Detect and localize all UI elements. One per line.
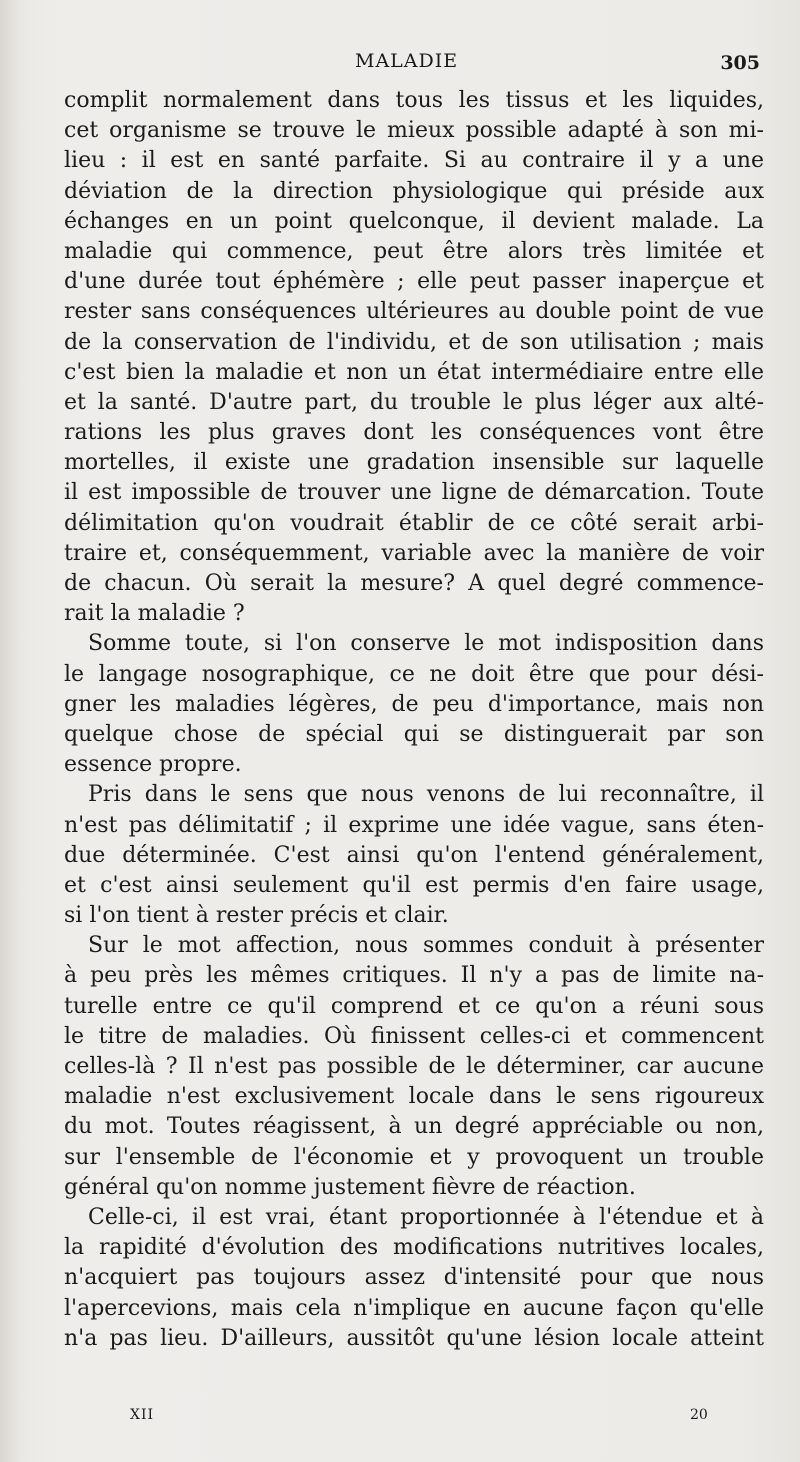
text-line: essence propre. <box>64 752 242 778</box>
text-line: de chacun. Où serait la mesure? A quel degré commence- <box>64 571 764 596</box>
text-line: et la santé. D'autre part, du trouble le plus léger aux alté- <box>64 389 764 415</box>
text-line: et c'est ainsi seulement qu'il est permis d'en faire usage, <box>64 872 764 898</box>
text-line: si l'on tient à rester précis et clair. <box>64 903 449 929</box>
text-line: n'a pas lieu. D'ailleurs, aussitôt qu'une lésion locale atteint <box>64 1325 764 1351</box>
text-line: sur l'ensemble de l'économie et y provoquent un trouble <box>64 1144 764 1170</box>
text-line: mortelles, il existe une gradation insensible sur laquelle <box>64 450 764 476</box>
footer <box>0 1407 800 1431</box>
text-line: du mot. Toutes réagissent, à un degré appréciable ou non, <box>64 1114 764 1140</box>
text-line: lieu : il est en santé parfaite. Si au contraire il y a une <box>64 148 764 174</box>
signature-number: 20 <box>690 1407 708 1423</box>
text-line: complit normalement dans tous les tissus et les liquides, <box>64 88 764 113</box>
text-line: rester sans conséquences ultérieures au double point de vue <box>64 299 764 325</box>
text-line: turelle entre ce qu'il comprend et ce qu'on a réuni sous <box>64 993 764 1019</box>
text-line: cet organisme se trouve le mieux possible adapté à son mi- <box>64 118 764 144</box>
text-line: le langage nosographique, ce ne doit être que pour dési- <box>64 661 764 687</box>
text-line: c'est bien la maladie et non un état intermédiaire entre elle <box>64 359 764 385</box>
text-line: n'acquiert pas toujours assez d'intensité pour que nous <box>64 1265 764 1291</box>
text-line: Somme toute, si l'on conserve le mot indisposition dans <box>88 631 764 657</box>
text-line: délimitation qu'on voudrait établir de ce côté serait arbi- <box>64 510 764 536</box>
page-number: 305 <box>720 52 760 74</box>
text-line: Pris dans le sens que nous venons de lui reconnaître, il <box>88 782 764 808</box>
text-line: de la conservation de l'individu, et de son utilisation ; mais <box>64 329 764 355</box>
text-line: quelque chose de spécial qui se distinguerait par son <box>64 721 764 747</box>
running-head-title: MALADIE <box>355 50 459 72</box>
body-text <box>64 86 764 1354</box>
text-line: maladie n'est exclusivement locale dans le sens rigoureux <box>64 1084 764 1110</box>
text-line: déviation de la direction physiologique qui préside aux <box>64 178 764 204</box>
text-line: due déterminée. C'est ainsi qu'on l'entend généralement, <box>64 842 764 868</box>
text-line: Sur le mot affection, nous sommes conduit à présenter <box>88 933 764 959</box>
text-line: Celle-ci, il est vrai, étant proportionnée à l'étendue et à <box>88 1204 764 1230</box>
text-line: il est impossible de trouver une ligne de démarcation. Toute <box>64 480 764 506</box>
text-line: celles-là ? Il n'est pas possible de le déterminer, car aucune <box>64 1054 764 1079</box>
running-head <box>0 50 800 80</box>
text-line: maladie qui commence, peut être alors très limitée et <box>64 238 764 264</box>
signature-mark: XII <box>130 1407 155 1423</box>
text-line: échanges en un point quelconque, il devient malade. La <box>64 208 764 234</box>
text-line: général qu'on nomme justement fièvre de réaction. <box>64 1174 636 1200</box>
text-line: rait la maladie ? <box>64 601 245 627</box>
text-line: à peu près les mêmes critiques. Il n'y a pas de limite na- <box>64 963 764 989</box>
text-line: d'une durée tout éphémère ; elle peut passer inaperçue et <box>64 269 764 295</box>
text-line: la rapidité d'évolution des modifications nutritives locales, <box>64 1235 764 1261</box>
text-line: l'apercevions, mais cela n'implique en aucune façon qu'elle <box>64 1295 764 1321</box>
text-line: le titre de maladies. Où finissent celles-ci et commencent <box>64 1023 764 1049</box>
text-line: rations les plus graves dont les conséquences vont être <box>64 420 764 446</box>
text-line: gner les maladies légères, de peu d'importance, mais non <box>64 691 764 717</box>
text-line: n'est pas délimitatif ; il exprime une idée vague, sans éten- <box>64 812 764 838</box>
text-line: traire et, conséquemment, variable avec la manière de voir <box>64 540 764 566</box>
